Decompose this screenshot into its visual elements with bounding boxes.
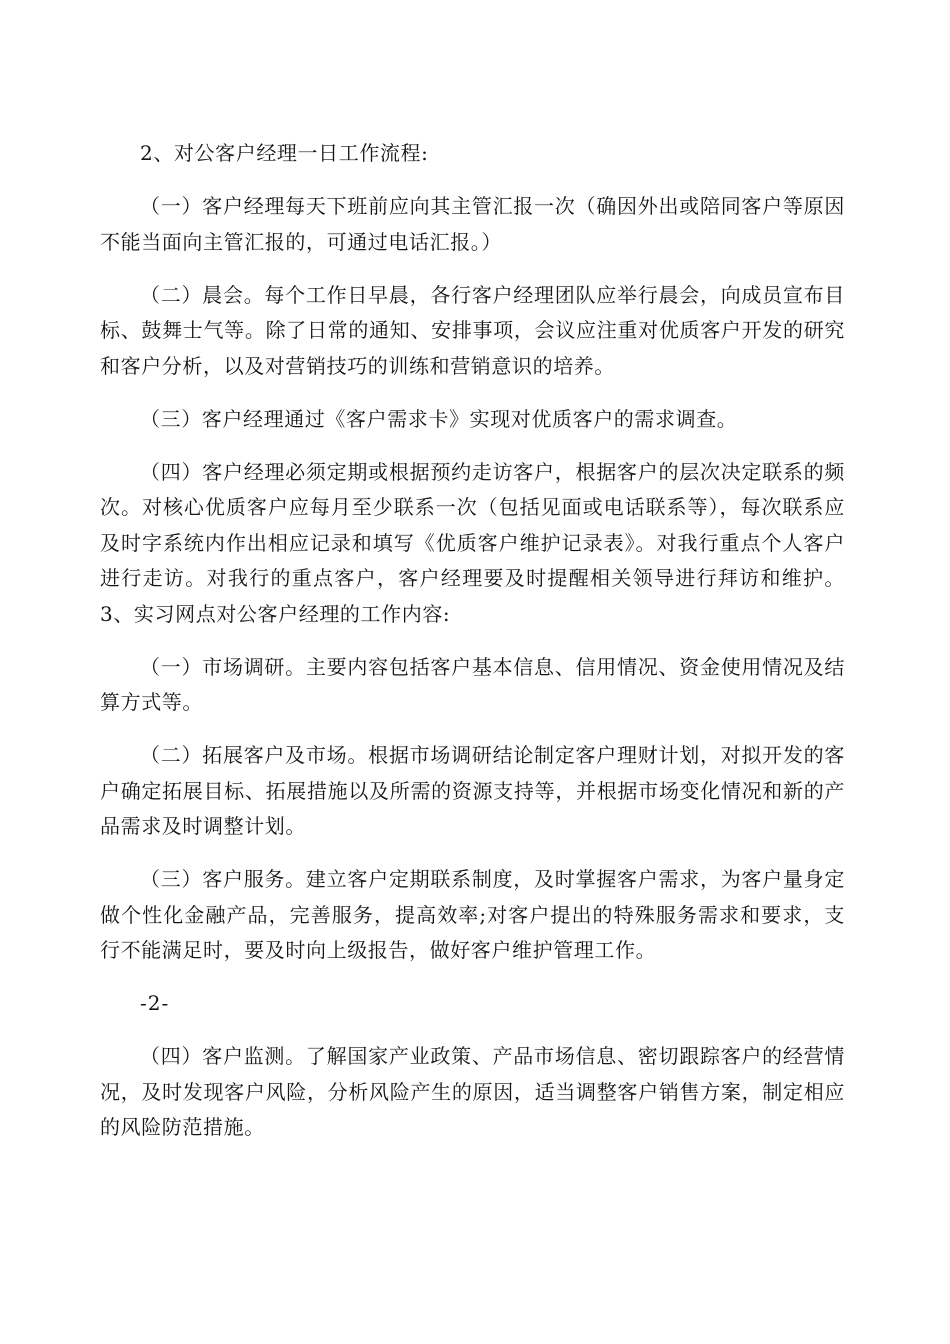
page-number: -2-	[140, 991, 170, 1015]
paragraph-demand-card: （三）客户经理通过《客户需求卡》实现对优质客户的需求调查。	[140, 406, 738, 431]
paragraph-client-visits: （四）客户经理必须定期或根据预约走访客户，根据客户的层次决定联系的频次。对核心优质客户应每月至少联系一次（包括见面或电话联系等），每次联系应及时字系统内作出相应记录和填写《优质客户维护记录表》。对我行重点个人客户进行走访。对我行的重点客户，客户经理要及时提醒相关领导进行拜访和维护。3、实习网点对公客户经理的工作内容:	[100, 459, 845, 626]
paragraph-morning-meeting: （二）晨会。每个工作日早晨，各行客户经理团队应举行晨会，向成员宣布目标、鼓舞士气等。除了日常的通知、安排事项，会议应注重对优质客户开发的研究和客户分析，以及对营销技巧的训练和营销意识的培养。	[100, 282, 845, 378]
section-heading-workflow: 2、对公客户经理一日工作流程:	[140, 141, 429, 165]
paragraph-expand-market: （二）拓展客户及市场。根据市场调研结论制定客户理财计划，对拟开发的客户确定拓展目标、拓展措施以及所需的资源支持等，并根据市场变化情况和新的产品需求及时调整计划。	[100, 743, 845, 838]
paragraph-client-monitoring: （四）客户监测。了解国家产业政策、产品市场信息、密切跟踪客户的经营情况，及时发现客户风险，分析风险产生的原因，适当调整客户销售方案，制定相应的风险防范措施。	[100, 1044, 845, 1139]
paragraph-client-service: （三）客户服务。建立客户定期联系制度，及时掌握客户需求，为客户量身定做个性化金融产品，完善服务，提高效率;对客户提出的特殊服务需求和要求，支行不能满足时，要及时向上级报告，做好客户维护管理工作。	[100, 867, 845, 962]
document-body	[100, 136, 845, 1163]
paragraph-report: （一）客户经理每天下班前应向其主管汇报一次（确因外出或陪同客户等原因不能当面向主管汇报的，可通过电话汇报。）	[100, 194, 845, 254]
paragraph-market-research: （一）市场调研。主要内容包括客户基本信息、信用情况、资金使用情况及结算方式等。	[100, 654, 845, 714]
